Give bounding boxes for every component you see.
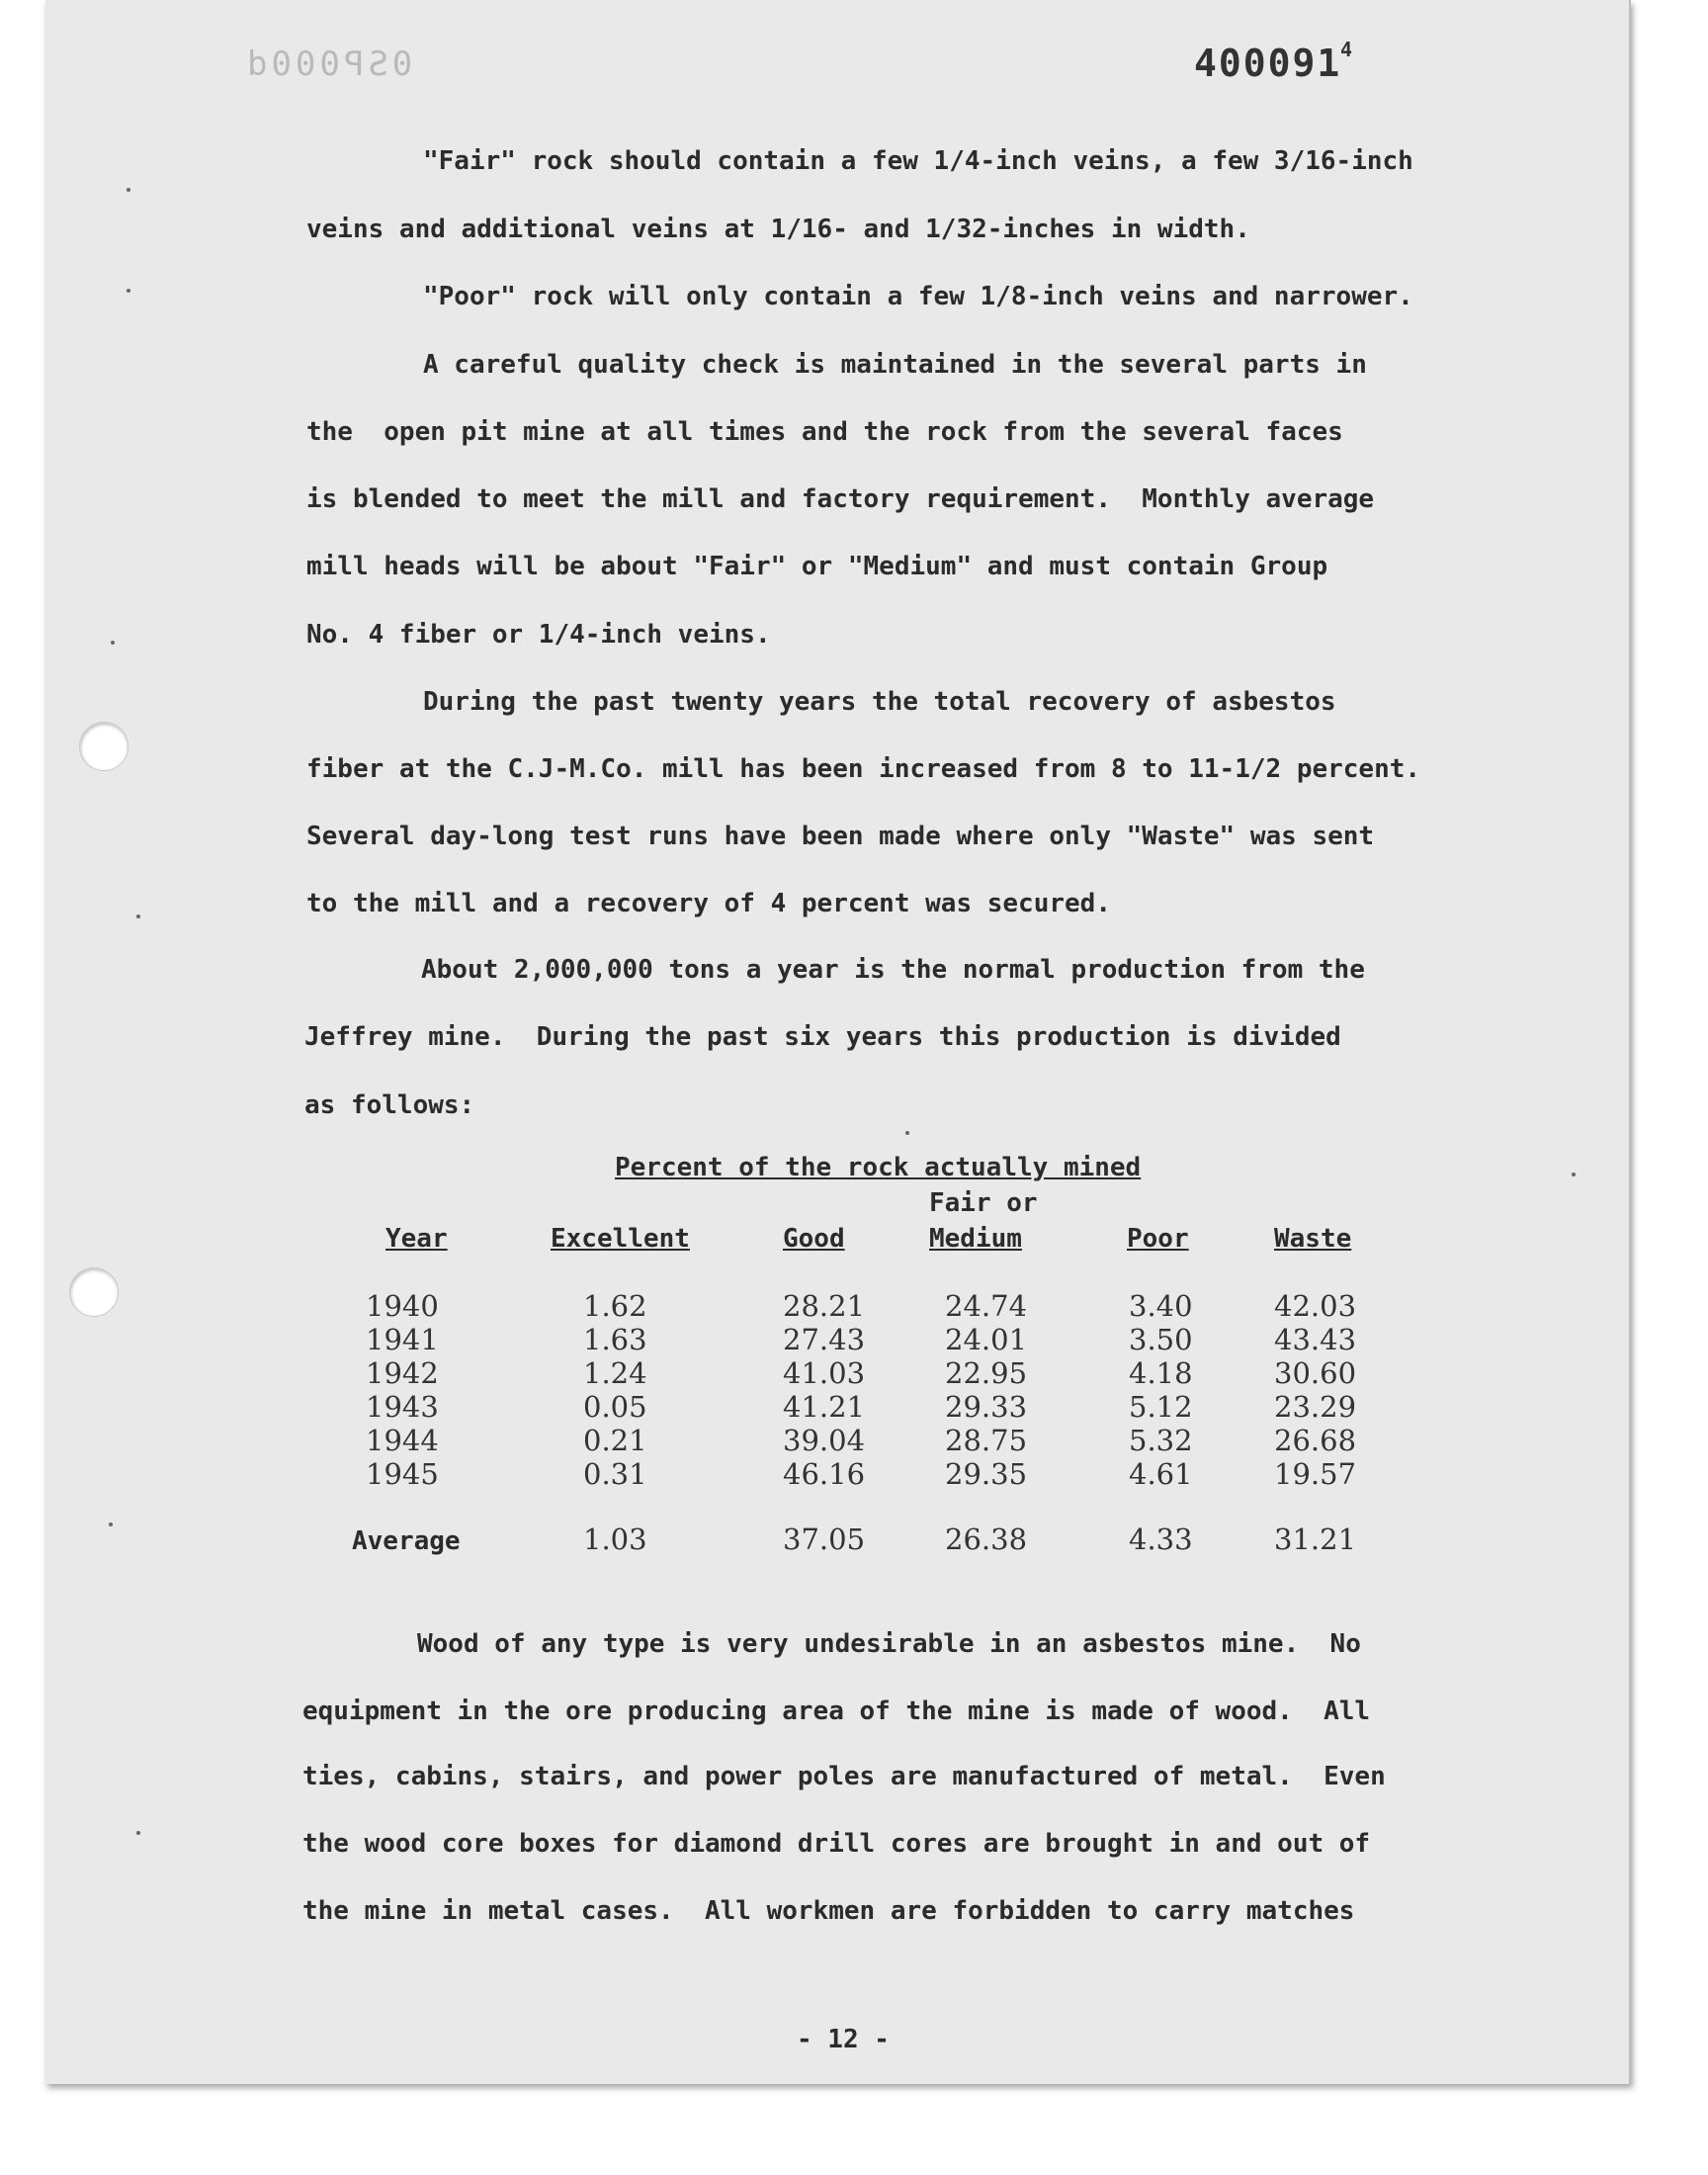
table-cell-year: 1942 — [366, 1356, 439, 1390]
page-number: - 12 - — [797, 2025, 890, 2054]
table-cell-poor: 3.50 — [1129, 1323, 1193, 1356]
table-cell-poor: 5.32 — [1129, 1424, 1193, 1457]
text-line: Jeffrey mine. During the past six years this production is divided — [304, 1022, 1341, 1052]
table-average-poor: 4.33 — [1129, 1522, 1193, 1556]
table-cell-excellent: 1.62 — [583, 1289, 647, 1323]
punch-hole-top — [79, 722, 128, 771]
column-header-waste: Waste — [1274, 1224, 1352, 1254]
text-line: During the past twenty years the total recovery of asbestos — [423, 687, 1336, 717]
text-line: is blended to meet the mill and factory requirement. Monthly average — [306, 484, 1375, 514]
scan-speck — [136, 914, 140, 918]
text-line: the open pit mine at all times and the rock from the several faces — [306, 417, 1343, 447]
faded-stamp-number: 0SP000d — [243, 44, 413, 84]
text-line: No. 4 fiber or 1/4-inch veins. — [306, 620, 771, 650]
table-cell-fair: 29.35 — [945, 1457, 1028, 1491]
column-header-poor: Poor — [1127, 1224, 1189, 1254]
table-cell-year: 1945 — [366, 1457, 439, 1491]
table-cell-excellent: 0.31 — [583, 1457, 647, 1491]
text-line: the mine in metal cases. All workmen are forbidden to carry matches — [302, 1896, 1355, 1926]
text-line: A careful quality check is maintained in the several parts in — [423, 350, 1367, 380]
scan-speck — [109, 1522, 113, 1526]
table-cell-poor: 4.61 — [1129, 1457, 1193, 1491]
table-cell-year: 1940 — [366, 1289, 439, 1323]
punch-hole-bottom — [69, 1267, 119, 1317]
table-cell-waste: 43.43 — [1274, 1323, 1357, 1356]
table-cell-poor: 4.18 — [1129, 1356, 1193, 1390]
table-cell-poor: 3.40 — [1129, 1289, 1193, 1323]
table-cell-good: 39.04 — [783, 1424, 866, 1457]
table-cell-good: 28.21 — [783, 1289, 866, 1323]
table-cell-good: 46.16 — [783, 1457, 866, 1491]
scan-speck — [136, 1831, 140, 1835]
table-title: Percent of the rock actually mined — [615, 1153, 1142, 1182]
table-average-label: Average — [352, 1526, 461, 1556]
column-header-fair-medium: Medium — [929, 1224, 1022, 1254]
text-line: to the mill and a recovery of 4 percent was secured. — [306, 889, 1111, 918]
scan-speck — [905, 1131, 909, 1135]
text-line: About 2,000,000 tons a year is the normal production from the — [421, 955, 1365, 985]
table-cell-fair: 22.95 — [945, 1356, 1028, 1390]
text-line: equipment in the ore producing area of the mine is made of wood. All — [302, 1696, 1371, 1726]
scan-speck — [1572, 1173, 1576, 1176]
table-cell-waste: 26.68 — [1274, 1424, 1357, 1457]
text-line: Several day-long test runs have been made where only "Waste" was sent — [306, 822, 1375, 851]
document-id-stamp: 400091 — [1194, 42, 1342, 85]
text-line: ties, cabins, stairs, and power poles are manufactured of metal. Even — [302, 1762, 1386, 1791]
text-line: the wood core boxes for diamond drill cores are brought in and out of — [302, 1829, 1371, 1859]
text-line: veins and additional veins at 1/16- and 1/32-inches in width. — [306, 215, 1250, 244]
text-line: fiber at the C.J-M.Co. mill has been increased from 8 to 11-1/2 percent. — [306, 754, 1421, 784]
column-header-fair-top: Fair or — [929, 1188, 1038, 1218]
table-cell-waste: 42.03 — [1274, 1289, 1357, 1323]
table-average-waste: 31.21 — [1274, 1522, 1357, 1556]
table-cell-excellent: 1.63 — [583, 1323, 647, 1356]
table-cell-fair: 28.75 — [945, 1424, 1028, 1457]
table-cell-year: 1944 — [366, 1424, 439, 1457]
table-cell-fair: 24.74 — [945, 1289, 1028, 1323]
table-cell-year: 1941 — [366, 1323, 439, 1356]
scan-speck — [127, 188, 130, 192]
text-line: "Fair" rock should contain a few 1/4-inch veins, a few 3/16-inch — [423, 146, 1413, 176]
scan-speck — [111, 641, 115, 645]
text-line: mill heads will be about "Fair" or "Medium" and must contain Group — [306, 552, 1328, 581]
table-cell-waste: 19.57 — [1274, 1457, 1357, 1491]
column-header-year: Year — [385, 1224, 448, 1254]
column-header-good: Good — [783, 1224, 845, 1254]
table-cell-fair: 29.33 — [945, 1390, 1028, 1424]
table-cell-poor: 5.12 — [1129, 1390, 1193, 1424]
text-line: "Poor" rock will only contain a few 1/8-inch veins and narrower. — [423, 282, 1413, 311]
table-cell-excellent: 0.05 — [583, 1390, 647, 1424]
table-cell-fair: 24.01 — [945, 1323, 1028, 1356]
scan-speck — [127, 289, 130, 293]
column-header-excellent: Excellent — [551, 1224, 690, 1254]
table-cell-waste: 30.60 — [1274, 1356, 1357, 1390]
table-cell-good: 41.03 — [783, 1356, 866, 1390]
table-cell-waste: 23.29 — [1274, 1390, 1357, 1424]
table-cell-year: 1943 — [366, 1390, 439, 1424]
text-line: as follows: — [304, 1090, 475, 1120]
table-average-excellent: 1.03 — [583, 1522, 647, 1556]
table-cell-excellent: 0.21 — [583, 1424, 647, 1457]
document-id-stamp-suffix: 4 — [1340, 38, 1353, 61]
table-average-fair: 26.38 — [945, 1522, 1028, 1556]
text-line: Wood of any type is very undesirable in an asbestos mine. No — [417, 1629, 1361, 1659]
table-average-good: 37.05 — [783, 1522, 866, 1556]
table-cell-good: 27.43 — [783, 1323, 866, 1356]
table-cell-good: 41.21 — [783, 1390, 866, 1424]
table-cell-excellent: 1.24 — [583, 1356, 647, 1390]
